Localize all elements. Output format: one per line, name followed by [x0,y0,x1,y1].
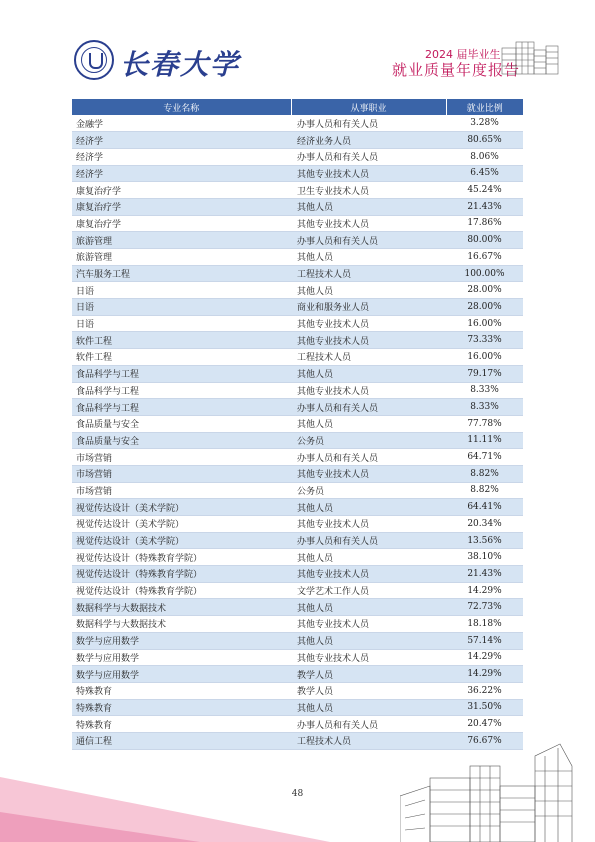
cell-ratio: 14.29% [446,666,523,683]
table-row [72,449,523,466]
cell-major: 通信工程 [72,732,291,749]
table-row [72,666,523,683]
cell-occupation: 办事人员和有关人员 [291,115,446,132]
cell-major: 旅游管理 [72,249,291,266]
cell-ratio: 80.00% [446,232,523,249]
table-row [72,632,523,649]
cell-occupation: 其他专业技术人员 [291,165,446,182]
table-row [72,249,523,266]
cell-major: 日语 [72,315,291,332]
cell-major: 视觉传达设计（美术学院） [72,499,291,516]
cell-major: 经济学 [72,132,291,149]
cell-major: 数学与应用数学 [72,649,291,666]
cell-occupation: 工程技术人员 [291,349,446,366]
cell-major: 经济学 [72,148,291,165]
cell-major: 数据科学与大数据技术 [72,616,291,633]
building-illustration-icon [500,38,560,76]
cell-ratio: 21.43% [446,566,523,583]
cell-ratio: 80.65% [446,132,523,149]
cell-major: 食品科学与工程 [72,399,291,416]
cell-occupation: 公务员 [291,432,446,449]
cell-ratio: 28.00% [446,282,523,299]
cell-occupation: 办事人员和有关人员 [291,532,446,549]
cell-major: 数据科学与大数据技术 [72,599,291,616]
employment-table [72,99,523,750]
cell-ratio: 13.56% [446,532,523,549]
cell-ratio: 57.14% [446,632,523,649]
cell-ratio: 72.73% [446,599,523,616]
table-row [72,198,523,215]
cell-occupation: 其他人员 [291,499,446,516]
cell-major: 经济学 [72,165,291,182]
table-header-row [72,99,523,115]
table-row [72,349,523,366]
table-row [72,148,523,165]
table-row [72,566,523,583]
cell-major: 软件工程 [72,332,291,349]
cell-ratio: 6.45% [446,165,523,182]
table-row [72,499,523,516]
cell-major: 市场营销 [72,482,291,499]
table-row [72,482,523,499]
table-row [72,516,523,533]
cell-major: 汽车服务工程 [72,265,291,282]
cell-ratio: 14.29% [446,582,523,599]
table-row [72,115,523,132]
table-row [72,582,523,599]
cell-ratio: 64.71% [446,449,523,466]
cell-major: 市场营销 [72,449,291,466]
cell-occupation: 其他专业技术人员 [291,616,446,633]
cell-occupation: 其他专业技术人员 [291,649,446,666]
table-row [72,182,523,199]
cell-occupation: 办事人员和有关人员 [291,232,446,249]
table-row [72,599,523,616]
cell-occupation: 工程技术人员 [291,265,446,282]
cell-ratio: 18.18% [446,616,523,633]
cell-occupation: 其他专业技术人员 [291,332,446,349]
cell-major: 软件工程 [72,349,291,366]
table-row [72,432,523,449]
cell-occupation: 其他专业技术人员 [291,215,446,232]
cell-ratio: 8.82% [446,465,523,482]
cell-ratio: 45.24% [446,182,523,199]
table-row [72,282,523,299]
cell-ratio: 28.00% [446,299,523,316]
table-row [72,399,523,416]
table-row [72,232,523,249]
cell-major: 特殊教育 [72,716,291,733]
cell-ratio: 16.67% [446,249,523,266]
cell-ratio: 8.33% [446,382,523,399]
cell-occupation: 其他人员 [291,282,446,299]
cell-ratio: 21.43% [446,198,523,215]
cell-occupation: 文学艺术工作人员 [291,582,446,599]
table-row [72,532,523,549]
university-name: 长春大学 [120,48,241,81]
cell-major: 食品质量与安全 [72,415,291,432]
cell-occupation: 其他人员 [291,198,446,215]
cell-ratio: 77.78% [446,415,523,432]
cell-occupation: 办事人员和有关人员 [291,449,446,466]
table-row [72,299,523,316]
cell-occupation: 其他人员 [291,549,446,566]
cell-ratio: 3.28% [446,115,523,132]
cell-major: 视觉传达设计（特殊教育学院） [72,566,291,583]
cell-ratio: 8.06% [446,148,523,165]
cell-major: 视觉传达设计（特殊教育学院） [72,582,291,599]
cell-occupation: 教学人员 [291,666,446,683]
cell-major: 康复治疗学 [72,182,291,199]
table-row [72,165,523,182]
cell-major: 视觉传达设计（美术学院） [72,516,291,533]
table-row [72,649,523,666]
cell-occupation: 其他专业技术人员 [291,382,446,399]
cell-ratio: 11.11% [446,432,523,449]
cell-ratio: 16.00% [446,349,523,366]
cell-ratio: 100.00% [446,265,523,282]
cell-major: 日语 [72,282,291,299]
report-title: 就业质量年度报告 [392,61,521,79]
cell-occupation: 其他人员 [291,632,446,649]
cell-ratio: 38.10% [446,549,523,566]
cell-occupation: 其他专业技术人员 [291,516,446,533]
cell-ratio: 79.17% [446,365,523,382]
cell-ratio: 16.00% [446,315,523,332]
cell-ratio: 64.41% [446,499,523,516]
cell-occupation: 其他专业技术人员 [291,315,446,332]
table-row [72,616,523,633]
report-year: 2024 届毕业生 [425,48,501,61]
university-emblem-icon [74,40,114,80]
cell-major: 数学与应用数学 [72,632,291,649]
column-header-major: 专业名称 [72,99,291,115]
table-row [72,549,523,566]
cell-major: 视觉传达设计（美术学院） [72,532,291,549]
table-row [72,315,523,332]
cell-major: 视觉传达设计（特殊教育学院） [72,549,291,566]
cell-ratio: 20.34% [446,516,523,533]
cell-occupation: 公务员 [291,482,446,499]
table-row [72,132,523,149]
column-header-occupation: 从事职业 [291,99,446,115]
cell-occupation: 办事人员和有关人员 [291,148,446,165]
cell-major: 数学与应用数学 [72,666,291,683]
cell-occupation: 经济业务人员 [291,132,446,149]
cell-major: 康复治疗学 [72,198,291,215]
table-row [72,465,523,482]
cell-occupation: 教学人员 [291,682,446,699]
cell-major: 食品质量与安全 [72,432,291,449]
cell-occupation: 其他人员 [291,699,446,716]
cell-occupation: 其他人员 [291,249,446,266]
cell-ratio: 17.86% [446,215,523,232]
campus-illustration-icon [400,736,575,842]
cell-occupation: 其他人员 [291,599,446,616]
table-row [72,365,523,382]
cell-ratio: 36.22% [446,682,523,699]
cell-occupation: 办事人员和有关人员 [291,716,446,733]
table-row [72,215,523,232]
cell-occupation: 其他人员 [291,365,446,382]
cell-major: 日语 [72,299,291,316]
pink-wave-decoration [0,752,330,842]
cell-ratio: 8.82% [446,482,523,499]
table-row [72,332,523,349]
cell-major: 金融学 [72,115,291,132]
cell-ratio: 76.67% [446,732,523,749]
column-header-ratio: 就业比例 [446,99,523,115]
table-row [72,265,523,282]
cell-occupation: 其他专业技术人员 [291,566,446,583]
cell-ratio: 31.50% [446,699,523,716]
table-row [72,682,523,699]
cell-major: 食品科学与工程 [72,382,291,399]
cell-occupation: 工程技术人员 [291,732,446,749]
cell-ratio: 8.33% [446,399,523,416]
cell-occupation: 其他人员 [291,415,446,432]
cell-major: 食品科学与工程 [72,365,291,382]
table-row [72,382,523,399]
cell-occupation: 其他专业技术人员 [291,465,446,482]
cell-ratio: 73.33% [446,332,523,349]
cell-occupation: 商业和服务业人员 [291,299,446,316]
cell-major: 旅游管理 [72,232,291,249]
cell-occupation: 办事人员和有关人员 [291,399,446,416]
cell-ratio: 14.29% [446,649,523,666]
cell-major: 特殊教育 [72,699,291,716]
table-row [72,699,523,716]
cell-ratio: 20.47% [446,716,523,733]
page-number: 48 [291,789,304,799]
cell-major: 市场营销 [72,465,291,482]
table-row [72,415,523,432]
cell-major: 特殊教育 [72,682,291,699]
cell-major: 康复治疗学 [72,215,291,232]
table-row [72,716,523,733]
cell-occupation: 卫生专业技术人员 [291,182,446,199]
